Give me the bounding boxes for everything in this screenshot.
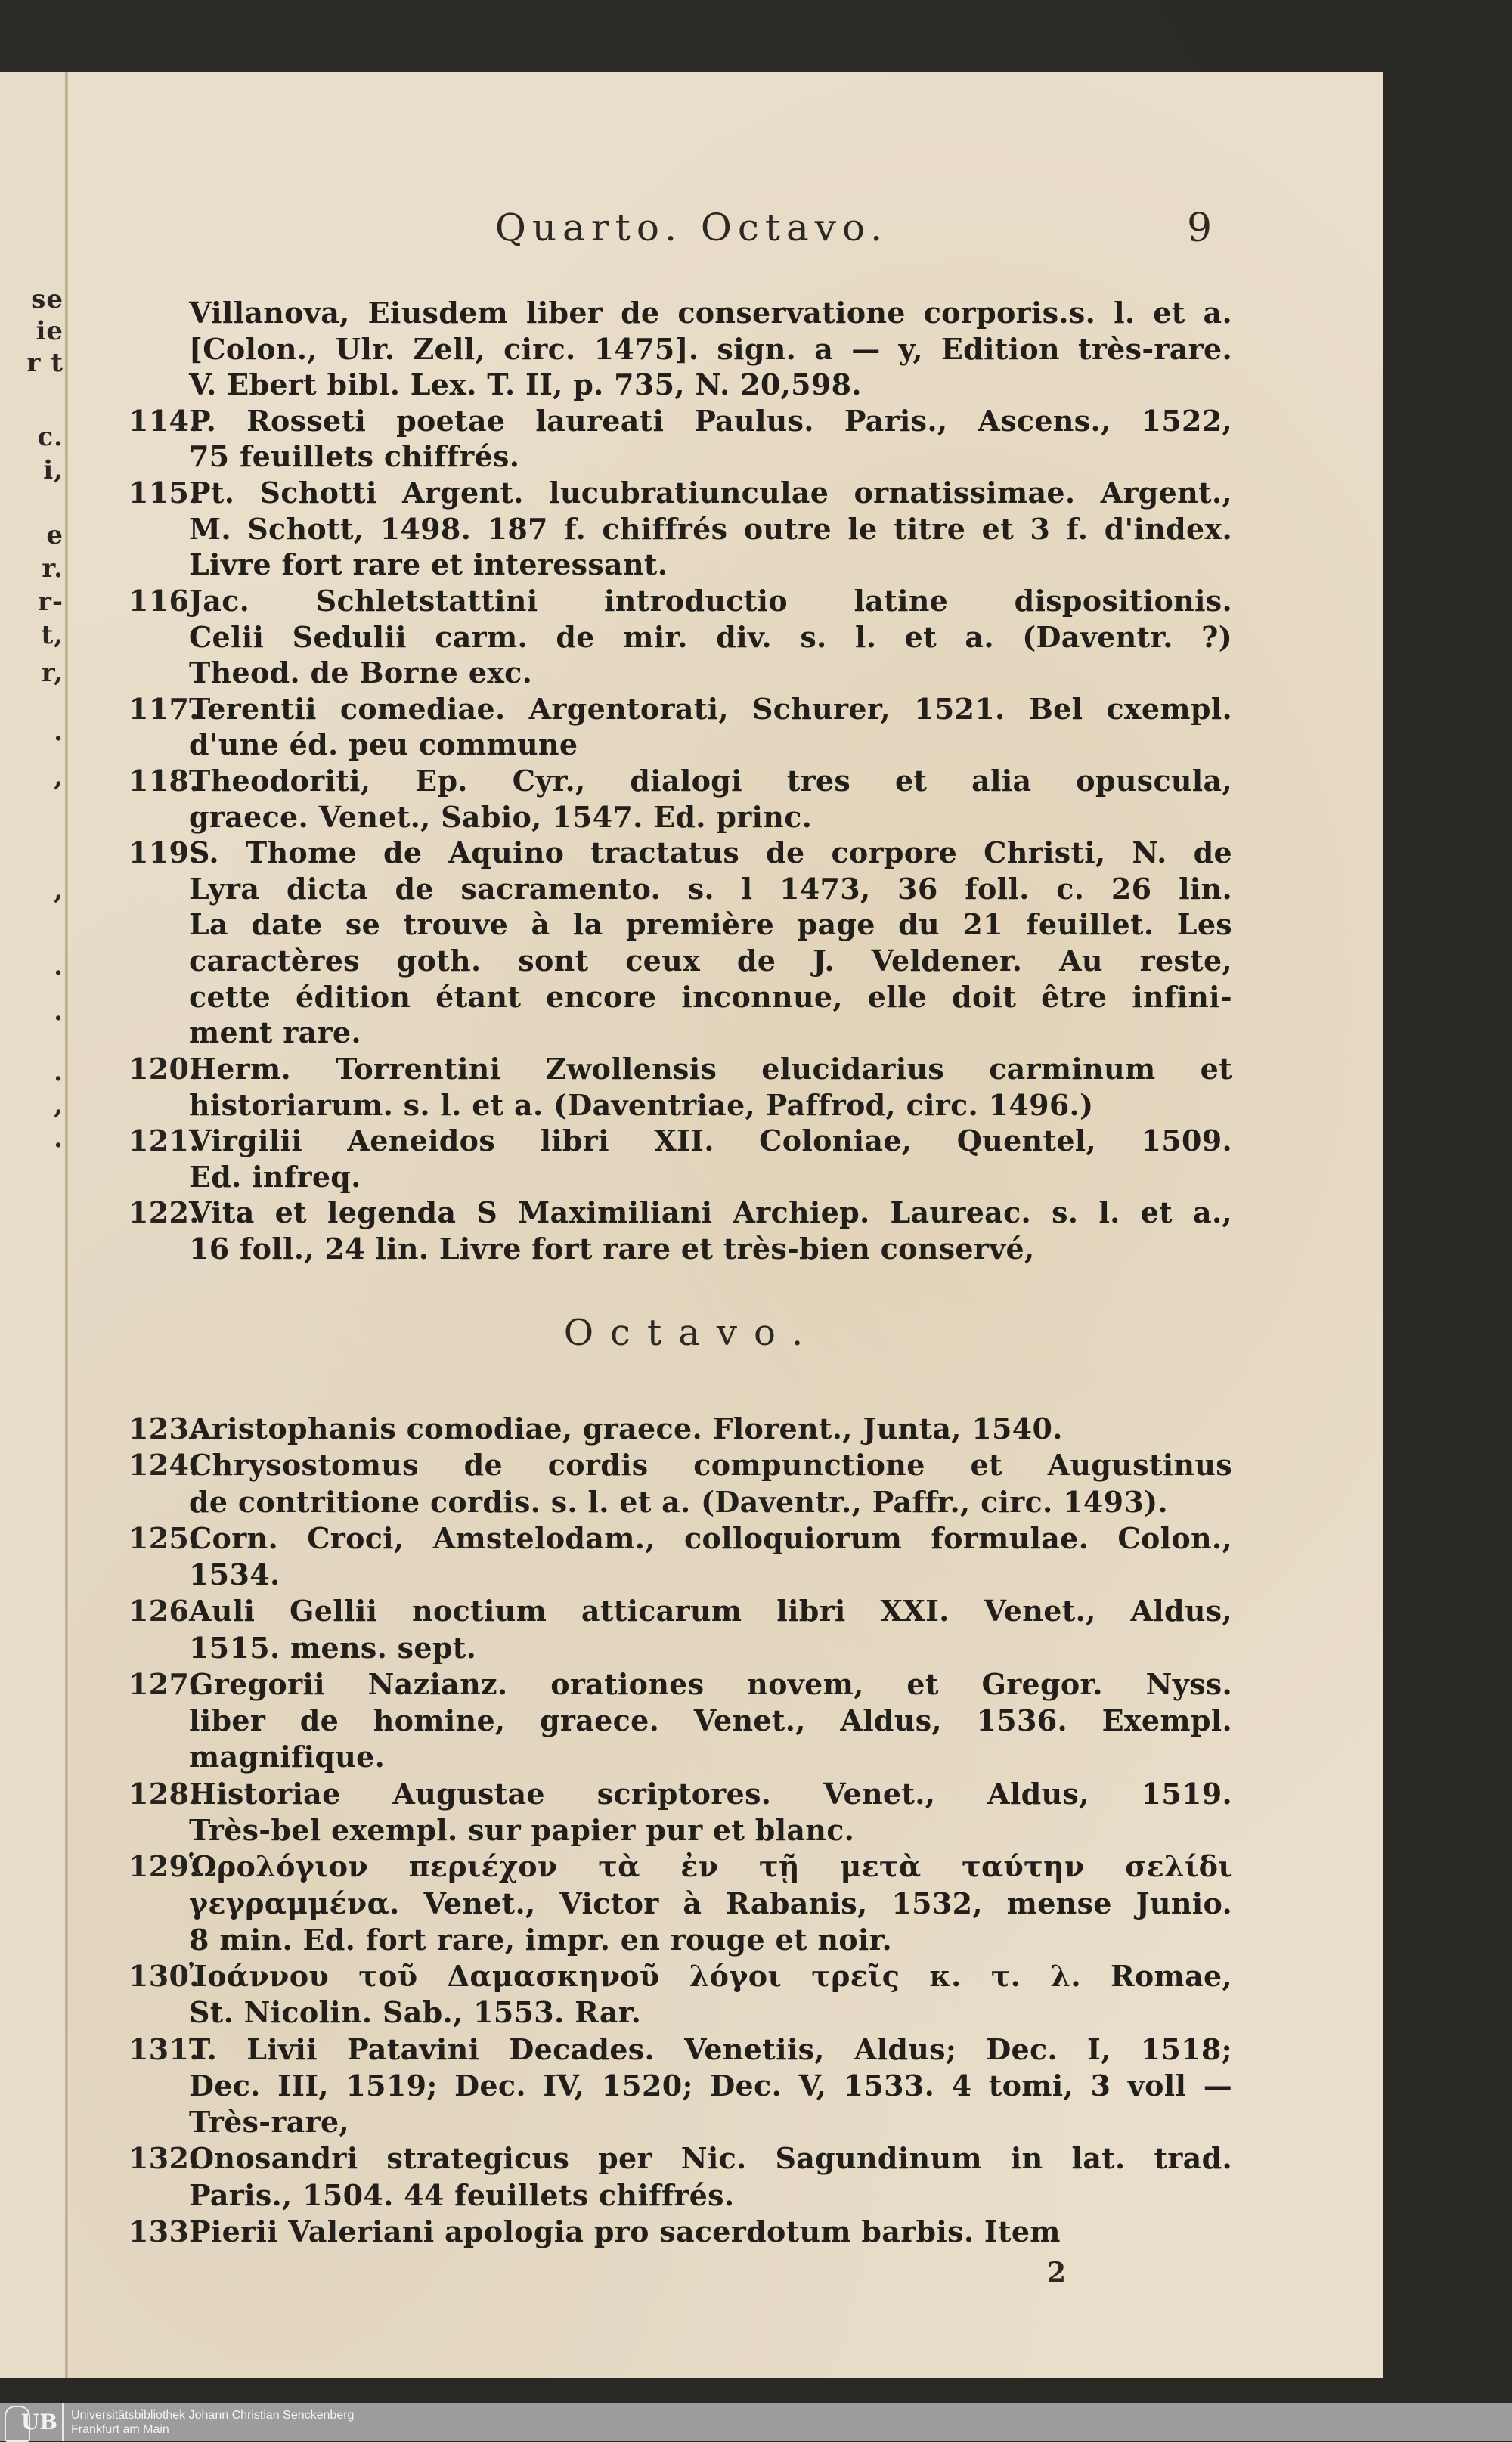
entry-continuation-line [189, 1632, 1232, 1665]
entry-continuation-line [189, 548, 1232, 581]
entry-text: Jac. Schletstattini introductio latine dispositionis. [189, 584, 1232, 618]
portrait-icon [5, 2406, 30, 2442]
entry-text: cette édition étant encore inconnue, elle doit être infini- [189, 980, 1232, 1014]
entry-first-line [129, 2214, 1232, 2248]
entry-text: Corn. Croci, Amstelodam., colloquiorum formulae. Colon., [189, 1521, 1232, 1555]
entry-continuation-line [189, 908, 1232, 941]
entry-text: St. Nicolin. Sab., 1553. Rar. [189, 1995, 642, 2029]
entry-continuation-line [189, 981, 1232, 1014]
entry-number: 123. [129, 1412, 200, 1446]
previous-page-fragment: , [54, 875, 64, 906]
entry-first-line [129, 1448, 1232, 1482]
ub-logo-text: UB [20, 2409, 57, 2434]
entry-number: 133 [129, 2214, 190, 2248]
entry-number: 118. [129, 764, 200, 798]
previous-page-fragment: e [46, 520, 64, 550]
previous-page-fragment: r, [41, 658, 64, 688]
previous-page-fragment: , [54, 762, 64, 792]
entry-text: Très-bel exempl. sur papier pur et blanc. [189, 1813, 855, 1847]
entry-text: ment rare. [189, 1015, 361, 1049]
entry-continuation-line [189, 1558, 1232, 1591]
entry-text: caractères goth. sont ceux de J. Veldener. Au reste, [189, 944, 1232, 978]
entry-continuation-line [189, 1996, 1232, 2029]
entry-text: Paris., 1504. 44 feuillets chiffrés. [189, 2178, 735, 2212]
previous-page-fragment: ie [36, 316, 64, 346]
entry-text: P. Rosseti poetae laureati Paulus. Paris., Ascens., 1522, [189, 404, 1232, 438]
entry-text: 75 feuillets chiffrés. [189, 439, 520, 473]
entry-number: 127. [129, 1667, 200, 1701]
entry-text: Villanova, Eiusdem liber de conservatione corporis.s. l. et a. [189, 296, 1232, 330]
entry-continuation-line [189, 1887, 1232, 1920]
entry-text: Ἰοάννου τοῦ Δαμασκηνοῦ λόγοι τρεῖς κ. τ. λ. Romae, [189, 1959, 1232, 1993]
previous-page-fragment: . [54, 996, 64, 1027]
entry-continuation-line [189, 1089, 1232, 1122]
entry-first-line [129, 1777, 1232, 1811]
entry-text: Dec. III, 1519; Dec. IV, 1520; Dec. V, 1533. 4 tomi, 3 voll — [189, 2069, 1232, 2103]
page-number: 9 [1187, 206, 1213, 251]
entry-first-line [129, 764, 1232, 798]
entry-first-line [129, 1594, 1232, 1628]
entry-text: [Colon., Ulr. Zell, circ. 1475]. sign. a — y, Edition très-rare. [189, 332, 1232, 366]
entry-text: Ed. infreq. [189, 1160, 361, 1194]
entry-continuation-line [189, 728, 1232, 761]
entry-text: 1515. mens. sept. [189, 1631, 477, 1665]
entry-first-line [129, 1959, 1232, 1993]
entry-continuation-line [189, 1923, 1232, 1957]
entry-first-line [129, 1123, 1232, 1157]
entry-continuation-line [189, 1016, 1232, 1049]
entry-number: 120. [129, 1052, 200, 1086]
signature-mark: 2 [1047, 2257, 1067, 2289]
entry-continuation-line [189, 513, 1232, 546]
entry-first-line [129, 1521, 1232, 1555]
entry-text: Onosandri strategicus per Nic. Sagundinum in lat. trad. [189, 2141, 1232, 2175]
entry-number: 126 [129, 1594, 190, 1628]
institution-name: Universitätsbibliothek Johann Christian Senckenberg [71, 2408, 355, 2422]
entry-text: Vita et legenda S Maximiliani Archiep. Laureac. s. l. et a., [189, 1195, 1232, 1229]
entry-first-line [189, 296, 1232, 330]
entry-text: γεγραμμένα. Venet., Victor à Rabanis, 1532, mense Junio. [189, 1886, 1232, 1920]
entry-continuation-line [189, 1814, 1232, 1847]
entry-text: Theod. de Borne exc. [189, 655, 533, 690]
entry-continuation-line [189, 1232, 1232, 1266]
entry-first-line [129, 1195, 1232, 1229]
entry-text: graece. Venet., Sabio, 1547. Ed. princ. [189, 800, 813, 834]
entry-text: Historiae Augustae scriptores. Venet., Aldus, 1519. [189, 1777, 1232, 1811]
entry-continuation-line [189, 368, 1232, 401]
institution-city: Frankfurt am Main [71, 2422, 169, 2436]
entry-continuation-line [189, 872, 1232, 906]
entry-number: 130. [129, 1959, 200, 1993]
previous-page-fragment: . [54, 717, 64, 747]
entry-text: 16 foll., 24 lin. Livre fort rare et très-bien conservé, [189, 1232, 1035, 1266]
entry-first-line [129, 692, 1232, 726]
entry-number: 131. [129, 2032, 200, 2066]
previous-page-fragment: t, [41, 620, 64, 650]
entry-text: Aristophanis comodiae, graece. Florent., Junta, 1540. [189, 1412, 1063, 1446]
entry-continuation-line [189, 2179, 1232, 2212]
previous-page-fragment: . [54, 951, 64, 981]
entry-first-line [129, 835, 1232, 869]
entry-text: magnifique. [189, 1740, 386, 1774]
entry-text: T. Livii Patavini Decades. Venetiis, Aldus; Dec. I, 1518; [189, 2032, 1232, 2066]
entry-number: 122. [129, 1195, 200, 1229]
entry-text: Virgilii Aeneidos libri XII. Coloniae, Quentel, 1509. [189, 1123, 1232, 1157]
entry-text: Ὡρολόγιον περιέχον τὰ ἐν τῇ μετὰ ταύτην σελίδι [189, 1849, 1232, 1883]
previous-page-fragment: . [54, 1123, 64, 1154]
entry-number: 129. [129, 1849, 200, 1883]
previous-page-fragment: r. [42, 553, 64, 584]
entry-continuation-line [189, 656, 1232, 690]
entry-number: 114. [129, 404, 200, 438]
entry-first-line [129, 2141, 1232, 2175]
previous-page-fragment: se [31, 284, 64, 315]
entry-first-line [129, 1052, 1232, 1086]
entry-number: 119. [129, 835, 200, 869]
entry-text: Theodoriti, Ep. Cyr., dialogi tres et alia opuscula, [189, 764, 1232, 798]
entry-first-line [129, 2032, 1232, 2066]
previous-page-fragment: r t [26, 348, 64, 378]
entry-continuation-line [189, 1704, 1232, 1737]
library-footer-bar [0, 2403, 1512, 2441]
previous-page-fragment: , [54, 1090, 64, 1120]
entry-continuation-line [189, 333, 1232, 366]
entry-text: de contritione cordis. s. l. et a. (Daventr., Paffr., circ. 1493). [189, 1485, 1168, 1519]
entry-first-line [129, 1849, 1232, 1883]
entry-text: Pt. Schotti Argent. lucubratiunculae ornatissimae. Argent., [189, 476, 1232, 510]
entry-first-line [129, 584, 1232, 618]
entry-continuation-line [189, 1161, 1232, 1194]
previous-page-fragment: . [54, 1057, 64, 1087]
entry-continuation-line [189, 1486, 1232, 1519]
entry-continuation-line [189, 2106, 1232, 2139]
entry-text: V. Ebert bibl. Lex. T. II, p. 735, N. 20,598. [189, 367, 862, 401]
entry-text: Lyra dicta de sacramento. s. l 1473, 36 foll. c. 26 lin. [189, 872, 1232, 906]
entry-continuation-line [189, 440, 1232, 473]
entry-number: 132. [129, 2141, 200, 2175]
entry-text: 1534. [189, 1557, 280, 1591]
entry-continuation-line [189, 1740, 1232, 1774]
entry-text: Terentii comediae. Argentorati, Schurer, 1521. Bel cxempl. [189, 692, 1232, 726]
entry-first-line [129, 1667, 1232, 1701]
entry-number: 121. [129, 1123, 200, 1157]
previous-page-edge [0, 72, 65, 2378]
previous-page-fragment: r- [37, 587, 64, 617]
entry-number: 124. [129, 1448, 200, 1482]
entry-text: 8 min. Ed. fort rare, impr. en rouge et noir. [189, 1923, 893, 1957]
entry-continuation-line [189, 801, 1232, 834]
entry-first-line [129, 404, 1232, 438]
entry-text: La date se trouve à la première page du 21 feuillet. Les [189, 907, 1232, 941]
entry-text: M. Schott, 1498. 187 f. chiffrés outre le titre et 3 f. d'index. [189, 512, 1232, 546]
entry-number: 117. [129, 692, 200, 726]
entry-text: historiarum. s. l. et a. (Daventriae, Paffrod, circ. 1496.) [189, 1088, 1094, 1122]
entry-continuation-line [189, 944, 1232, 978]
section-heading: Octavo. [563, 1312, 820, 1354]
page-gutter [65, 72, 68, 2378]
entry-first-line [129, 1412, 1232, 1446]
entry-number: 116 [129, 584, 190, 618]
entry-text: Gregorii Nazianz. orationes novem, et Gregor. Nyss. [189, 1667, 1232, 1701]
entry-text: Livre fort rare et interessant. [189, 547, 668, 581]
entry-number: 115. [129, 476, 200, 510]
entry-number: 128. [129, 1777, 200, 1811]
entry-text: Auli Gellii noctium atticarum libri XXI. Venet., Aldus, [189, 1594, 1232, 1628]
entry-text: Celii Sedulii carm. de mir. div. s. l. et a. (Daventr. ?) [189, 620, 1232, 654]
ub-logo [0, 2403, 64, 2441]
entry-continuation-line [189, 621, 1232, 654]
entry-number: 125. [129, 1521, 200, 1555]
entry-text: Très-rare, [189, 2105, 349, 2139]
entry-first-line [129, 476, 1232, 510]
entry-continuation-line [189, 2069, 1232, 2103]
running-head: Quarto. Octavo. [494, 206, 889, 249]
entry-text: liber de homine, graece. Venet., Aldus, 1536. Exempl. [189, 1703, 1232, 1737]
entry-text: Herm. Torrentini Zwollensis elucidarius carminum et [189, 1052, 1232, 1086]
previous-page-fragment: c. [37, 422, 64, 452]
entry-text: Pierii Valeriani apologia pro sacerdotum barbis. Item [189, 2214, 1061, 2248]
entry-text: S. Thome de Aquino tractatus de corpore Christi, N. de [189, 835, 1232, 869]
previous-page-fragment: i, [43, 455, 64, 485]
entry-text: Chrysostomus de cordis compunctione et Augustinus [189, 1448, 1232, 1482]
entry-text: d'une éd. peu commune [189, 727, 578, 761]
